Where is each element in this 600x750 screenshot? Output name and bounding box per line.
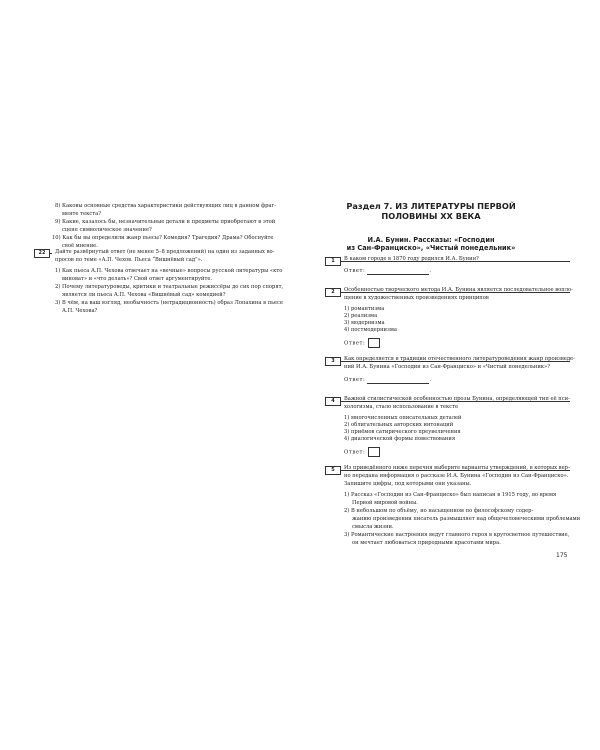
question-8-line-2: менте текста? [62, 211, 101, 217]
question-10-line-2: своё мнение. [62, 243, 98, 249]
answer-box[interactable] [368, 447, 380, 457]
section-title-line-2: ПОЛОВИНЫ XX ВЕКА [381, 211, 481, 221]
task-4-option-2: 2) облигательных авторских интонаций [344, 422, 454, 428]
answer-label: Ответ: [344, 377, 366, 383]
task-5-option-3-line-2: он мечтает любоваться природными красотами мира. [352, 540, 501, 546]
task-22-question-2-line-2: является ли пьеса А.П. Чехова «Вишнёвый сад» комедией? [62, 292, 226, 298]
task-3-answer: Ответ: . [344, 377, 432, 383]
page-number: 175 [556, 552, 568, 559]
task-22-question-1-line-2: виноват» и «что делать»? Свой ответ аргументируйте. [62, 276, 213, 282]
task-4-option-1: 1) многочисленных описательных деталей [344, 415, 462, 421]
question-10-line-1: 10) Как бы вы определили жанр пьесы? Комедия? Трагедия? Драма? Обоснуйте [52, 235, 274, 241]
question-9-line-2: сцене символическое значение? [62, 227, 152, 233]
task-2-option-3: 3) модернизма [344, 320, 385, 326]
task-2-answer [344, 338, 380, 348]
answer-box[interactable] [368, 338, 380, 348]
task-number-1: 1 [325, 257, 341, 266]
task-1-text: В каком городе в 1870 году родился И.А. Бунин? [344, 256, 479, 262]
answer-label: Ответ: [344, 340, 366, 347]
task-22-question-3-line-1: 3) В чём, на ваш взгляд, необычность (нетрадиционность) образ Лопахина в пьесе [55, 300, 283, 306]
task-4-option-3: 3) приёмов сатирического преувеличения [344, 429, 461, 435]
task-4-answer [344, 447, 380, 457]
task-22-question-3-line-2: А.П. Чехова? [62, 308, 98, 314]
task-22-question-2-line-1: 2) Почему литературоведы, критики и театральные режиссёры до сих пор спорят, [55, 284, 284, 290]
task-2-option-1: 1) романтизма [344, 306, 385, 312]
subtitle-line-1: И.А. Бунин. Рассказы: «Господин [367, 236, 495, 244]
task-22-line-2: просов по теме «А.П. Чехов. Пьеса “Вишнёвый сад”». [55, 257, 203, 263]
task-4-line-1: Важной стилистической особенностью прозы Бунина, определяющей тип её пси- [344, 396, 570, 402]
task-5-line-1: Из приведённого ниже перечня выберите варианты утверждений, в которых вер- [344, 465, 570, 471]
task-2-line-1: Особенностью творческого метода И.А. Бунина является последовательное вопло- [344, 287, 573, 293]
task-5-option-3-line-1: 3) Романтические настроения ведут главного героя в кругосветное путешествие, [344, 532, 570, 538]
answer-label: Ответ: [344, 268, 366, 274]
subtitle-line-2: из Сан-Франциско», «Чистый понедельник» [346, 244, 516, 252]
task-22-line-1: Дайте развёрнутый ответ (не менее 5–8 предложений) на один из заданных во- [55, 249, 275, 255]
question-9-line-1: 9) Какие, казалось бы, незначительные детали и предметы приобретают в этой [55, 219, 276, 225]
task-5-option-2-line-1: 2) В небольшом по объёму, но насыщенном по философскому содер- [344, 508, 534, 514]
task-5-option-2-line-3: смысла жизни. [352, 524, 394, 530]
task-5-option-1-line-2: Первой мировой войны. [352, 500, 418, 506]
task-5-option-2-line-2: жанию произведении писатель размышляет над общечеловеческими проблемами [352, 516, 581, 522]
task-number-5: 5 [325, 466, 341, 475]
question-8-line-1: 8) Каковы основные средства характеристики действующих лиц в данном фраг- [55, 203, 276, 209]
task-1-answer: Ответ: . [344, 268, 432, 274]
task-22-question-1-line-1: 1) Как пьеса А.П. Чехова отвечает на «вечные» вопросы русской литературы «кто [55, 268, 283, 274]
task-2-option-4: 4) постмодернизма [344, 327, 397, 333]
task-3-line-1: Как определяется в традиции отечественного литературоведения жанр произведе- [344, 356, 575, 362]
task-5-line-3: Запишите цифры, под которыми они указаны. [344, 481, 472, 487]
section-title-line-1: Раздел 7. ИЗ ЛИТЕРАТУРЫ ПЕРВОЙ [346, 201, 516, 211]
task-3-line-2: ний И.А. Бунина «Господин из Сан-Франциско» и «Чистый понедельник»? [344, 364, 551, 370]
answer-label: Ответ: [344, 449, 366, 456]
answer-line[interactable] [367, 274, 429, 275]
task-2-option-2: 2) реализма [344, 313, 378, 319]
task-number-3: 3 [325, 357, 341, 366]
task-number-4: 4 [325, 397, 341, 406]
task-number-22: 22 [34, 249, 50, 258]
task-number-2: 2 [325, 288, 341, 297]
task-5-line-2: но передана информация о рассказе И.А. Бунина «Господин из Сан-Франциско». [344, 473, 569, 479]
task-4-option-4: 4) диалогической формы повествования [344, 436, 456, 442]
task-4-line-2: хологизма, стало использование в тексте [344, 404, 459, 410]
task-2-line-2: щение в художественных произведениях принципов [344, 295, 489, 301]
answer-line[interactable] [367, 383, 429, 384]
task-5-option-1-line-1: 1) Рассказ «Господин из Сан-Франциско» был написан в 1915 году, во время [344, 492, 557, 498]
